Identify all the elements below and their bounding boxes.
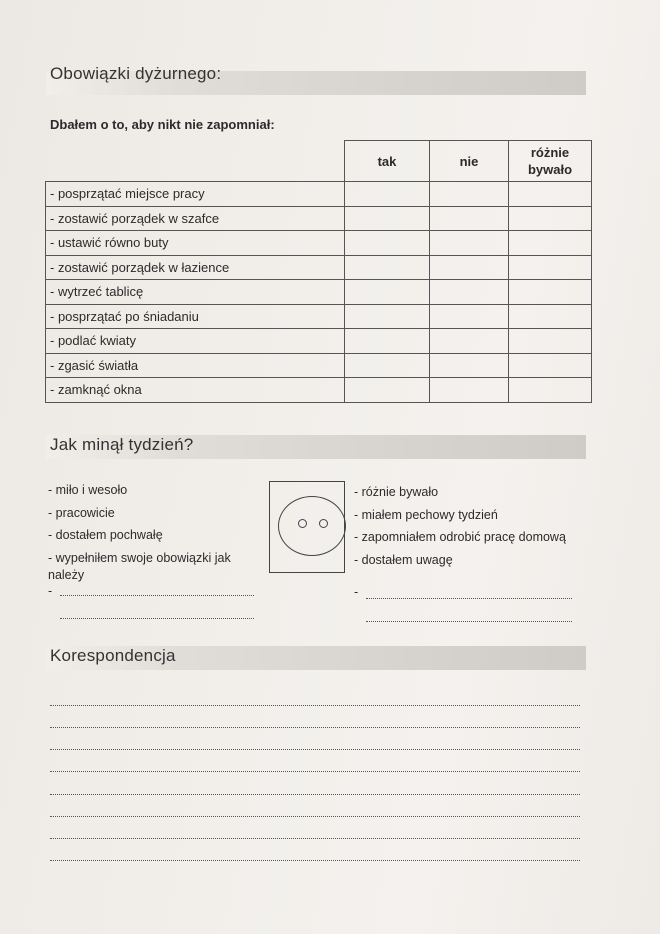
left-blank-line-1[interactable] <box>60 595 254 596</box>
correspondence-line[interactable] <box>50 838 580 839</box>
table-row <box>46 280 592 305</box>
answer-cell-yes[interactable] <box>345 231 430 256</box>
right-eye-icon <box>319 519 328 528</box>
list-item[interactable]: - miałem pechowy tydzień <box>354 507 498 522</box>
table-row <box>46 329 592 354</box>
left-blank-dash: - <box>48 584 53 598</box>
answer-cell-varied[interactable] <box>509 378 592 403</box>
answer-cell-yes[interactable] <box>345 329 430 354</box>
answer-cell-yes[interactable] <box>345 304 430 329</box>
correspondence-line[interactable] <box>50 727 580 728</box>
answer-cell-varied[interactable] <box>509 231 592 256</box>
list-item[interactable]: - wypełniłem swoje obowiązki jak należy <box>48 550 231 582</box>
answer-cell-no[interactable] <box>430 231 509 256</box>
column-header-varied: różnie bywało <box>509 141 592 182</box>
list-item[interactable]: - dostałem pochwałę <box>48 528 163 542</box>
answer-cell-yes[interactable] <box>345 206 430 231</box>
answer-cell-yes[interactable] <box>345 280 430 305</box>
answer-cell-varied[interactable] <box>509 206 592 231</box>
answer-cell-no[interactable] <box>430 304 509 329</box>
answer-cell-no[interactable] <box>430 353 509 378</box>
answer-cell-varied[interactable] <box>509 255 592 280</box>
list-item[interactable]: - miło i wesoło <box>48 483 128 497</box>
header-empty-cell <box>46 141 345 182</box>
list-item[interactable]: - zapomniałem odrobić pracę domową <box>354 530 566 544</box>
week-section-title: Jak minął tydzień? <box>50 435 194 454</box>
answer-cell-varied[interactable] <box>509 280 592 305</box>
duty-section-title: Obowiązki dyżurnego: <box>50 64 222 83</box>
face-icon <box>278 496 346 556</box>
answer-cell-no[interactable] <box>430 329 509 354</box>
correspondence-line[interactable] <box>50 794 580 795</box>
table-row <box>46 231 592 256</box>
answer-cell-varied[interactable] <box>509 329 592 354</box>
answer-cell-no[interactable] <box>430 378 509 403</box>
list-item[interactable]: - dostałem uwagę <box>354 552 453 567</box>
answer-cell-no[interactable] <box>430 182 509 207</box>
answer-cell-yes[interactable] <box>345 255 430 280</box>
table-row <box>46 304 592 329</box>
task-label: - zgasić światła <box>46 353 345 378</box>
task-label: - posprzątać miejsce pracy <box>46 182 345 207</box>
correspondence-section-title: Korespondencja <box>50 646 176 665</box>
task-label: - ustawić równo buty <box>46 231 345 256</box>
task-label: - zostawić porządek w łazience <box>46 255 345 280</box>
correspondence-line[interactable] <box>50 705 580 706</box>
answer-cell-no[interactable] <box>430 206 509 231</box>
left-blank-line-2[interactable] <box>60 618 254 619</box>
column-header-yes: tak <box>345 141 430 182</box>
right-blank-dash: - <box>354 585 359 599</box>
answer-cell-yes[interactable] <box>345 378 430 403</box>
list-item[interactable]: - różnie bywało <box>354 485 439 499</box>
answer-cell-yes[interactable] <box>345 353 430 378</box>
answer-cell-yes[interactable] <box>345 182 430 207</box>
task-label: - podlać kwiaty <box>46 329 345 354</box>
duty-table <box>45 140 592 403</box>
answer-cell-no[interactable] <box>430 280 509 305</box>
duty-subtitle: Dbałem o to, aby nikt nie zapomniał: <box>50 117 275 132</box>
table-row <box>46 353 592 378</box>
table-row <box>46 206 592 231</box>
task-label: - zamknąć okna <box>46 378 345 403</box>
list-item[interactable]: - pracowicie <box>48 505 115 520</box>
table-row <box>46 182 592 207</box>
answer-cell-varied[interactable] <box>509 304 592 329</box>
answer-cell-no[interactable] <box>430 255 509 280</box>
right-blank-line-1[interactable] <box>366 598 572 599</box>
correspondence-line[interactable] <box>50 771 580 772</box>
answer-cell-varied[interactable] <box>509 353 592 378</box>
correspondence-line[interactable] <box>50 860 580 861</box>
column-header-no: nie <box>430 141 509 182</box>
right-blank-line-2[interactable] <box>366 621 572 622</box>
correspondence-line[interactable] <box>50 749 580 750</box>
week-left-list <box>48 479 258 584</box>
task-label: - posprzątać po śniadaniu <box>46 304 345 329</box>
task-label: - wytrzeć tablicę <box>46 280 345 305</box>
duty-table-header <box>46 141 592 182</box>
left-eye-icon <box>298 519 307 528</box>
week-right-list <box>354 481 594 571</box>
table-row <box>46 255 592 280</box>
answer-cell-varied[interactable] <box>509 182 592 207</box>
correspondence-line[interactable] <box>50 816 580 817</box>
task-label: - zostawić porządek w szafce <box>46 206 345 231</box>
table-row <box>46 378 592 403</box>
